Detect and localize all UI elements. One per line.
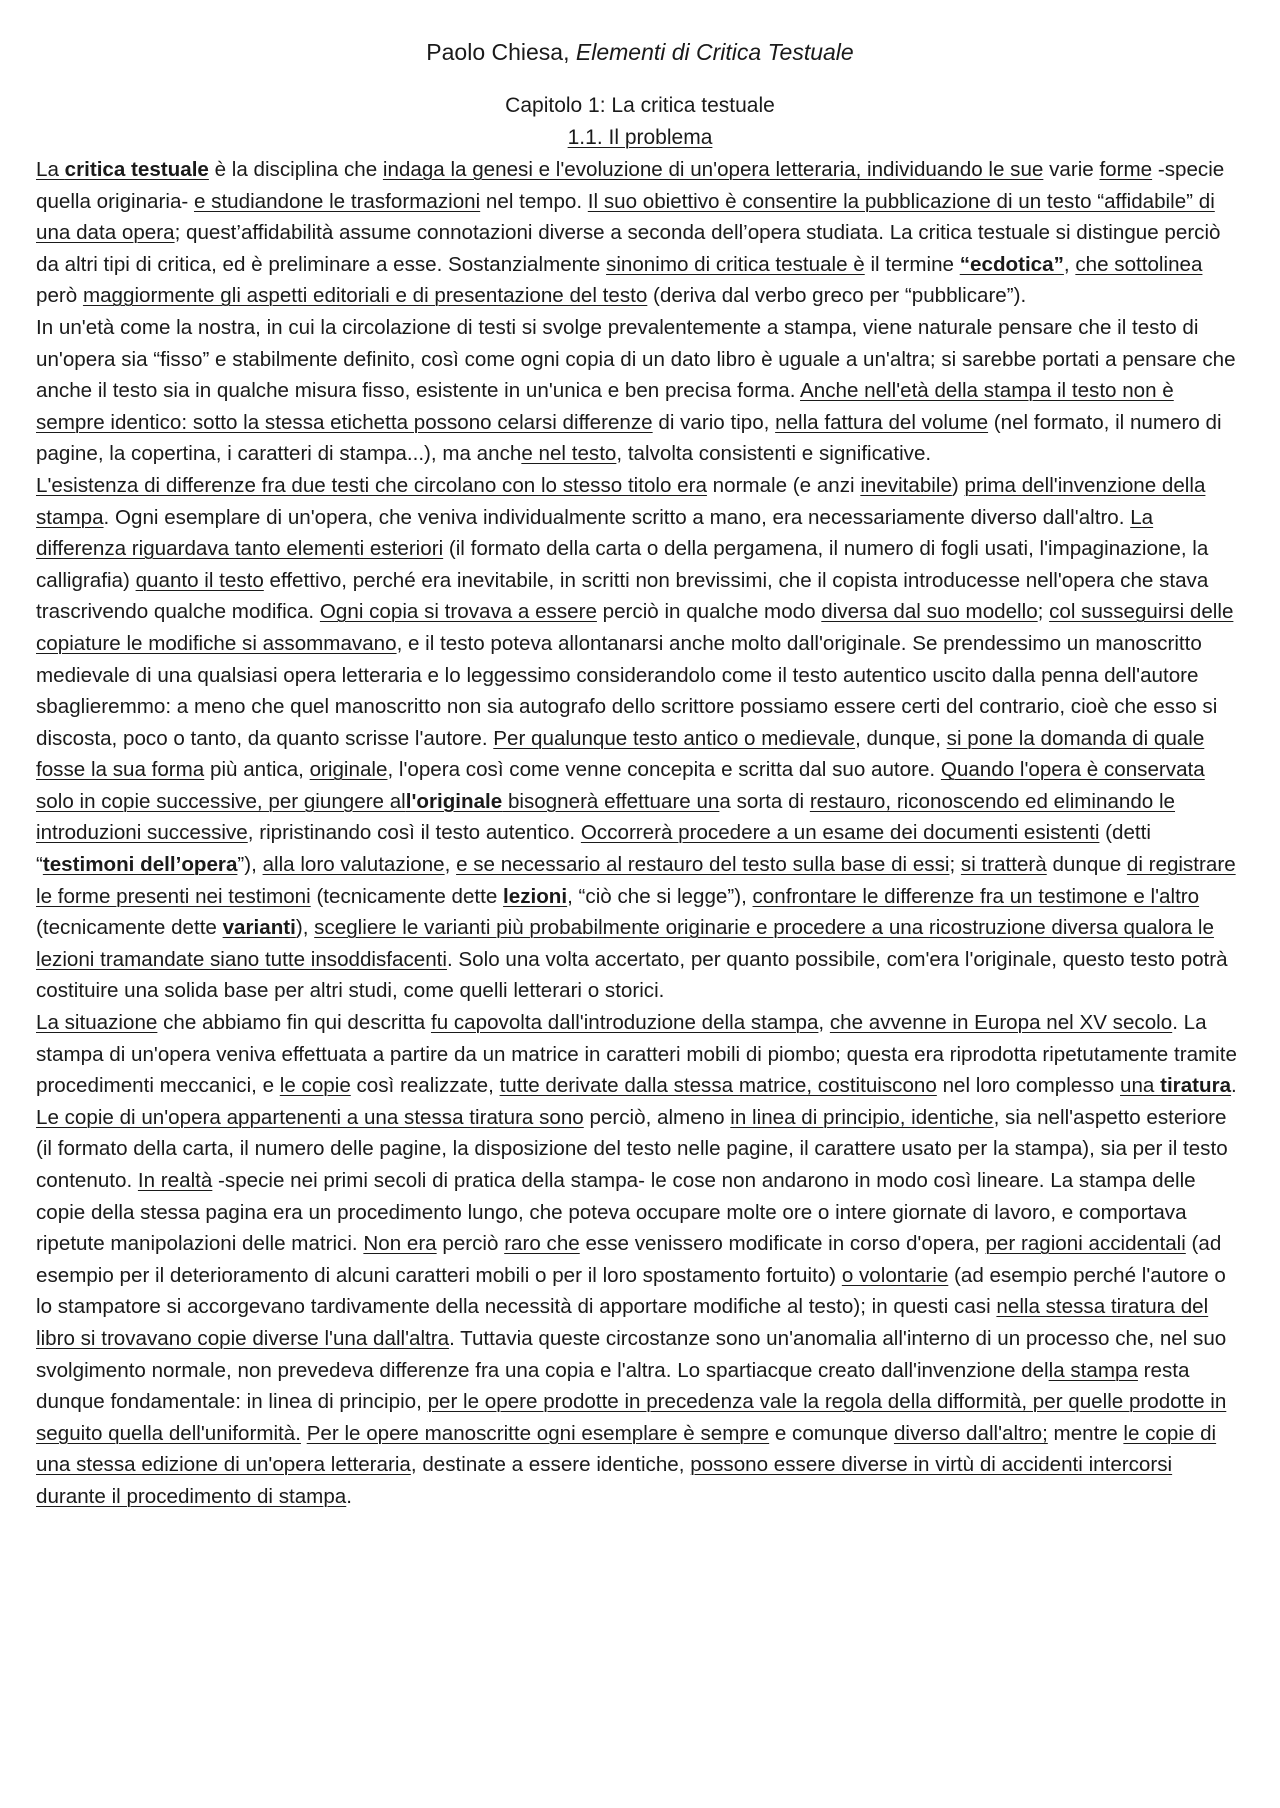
underlined-text: o volontarie [841, 1263, 949, 1287]
paragraph [36, 312, 1244, 470]
text-run: a sorta di [719, 789, 810, 813]
text-run: perciò [436, 1232, 505, 1256]
underlined-text: “ecdotica” [959, 252, 1064, 276]
text-run: . La stampa di un'opera veniva effettuata a partire da un matrice in caratteri mobili di piombo; questa era riprodotta ripetutamente tramite procedimenti meccanici, e [36, 1011, 1237, 1098]
text-run: , “ciò che si legge”), [567, 884, 753, 908]
text-run: effettivo, perché era inevitabile, in scritti non brevissimi, che il copista introducesse nell'opera che stava trascrivendo qualche modifica. [36, 568, 1209, 624]
underlined-text: sinonimo di critica testuale è [606, 252, 865, 276]
text-run: , e il testo poteva allontanarsi anche molto dall'originale. Se prendessimo un manoscritto medievale di una qualsiasi opera letteraria e lo leggessimo considerandolo come il testo autentico uscito dalla penna dell'autore sbaglieremmo: a meno che quel manoscritto non sia autografo dello scrittore possiamo essere certi del contrario, cioè che esso si discosta, poco o tanto, da quanto scrisse l'autore. [36, 631, 1218, 750]
underlined-text: e se necessario al restauro del testo sulla base di essi [456, 853, 950, 877]
underlined-text: Per le opere manoscritte ogni esemplare è sempre [306, 1421, 770, 1445]
text-run: ; [1037, 600, 1050, 624]
section-heading: 1.1. Il problema [567, 126, 713, 149]
text-run: ; quest’affidabilità assume connotazioni diverse a seconda dell’opera studiata. La critica testuale si distingue perciò da altri tipi di critica, ed è preliminare a esse. Sostanzialmente [36, 221, 1221, 276]
text-run: così realizzate, [350, 1074, 500, 1098]
text-run: perciò in qualche modo [596, 600, 822, 624]
text-run: . Tuttavia queste circostanze sono un'anomalia all'interno di un processo che, nel suo svolgimento normale, non prevedeva differenze fra una copia e l'altra. Lo spartiacque creato dall'invenzione del [36, 1326, 1227, 1382]
underlined-text: maggiormente gli aspetti editoriali e di presentazione del testo [82, 284, 648, 308]
underlined-text: quanto il testo [135, 568, 264, 592]
text-run: , ripristinando così il testo autentico. [247, 821, 581, 845]
underlined-text: e nel testo [521, 442, 617, 466]
document-title [36, 36, 1244, 68]
text-run: più antica, [204, 758, 310, 782]
text-run: perciò, almeno [583, 1105, 731, 1129]
text-run: (ad esempio perché l'autore o lo stampatore si accorgevano tardivamente della necessità di apportare modifiche al testo); in questi casi [36, 1263, 1226, 1319]
text-run: ) [951, 473, 965, 497]
text-run: . Ogni esemplare di un'opera, che veniva individualmente scritto a mano, era necessariamente diverso dall'altro. [103, 505, 1131, 529]
underlined-text: la stampa [1048, 1358, 1138, 1382]
text-run: però [36, 284, 83, 308]
text-run: , talvolta consistenti e significative. [616, 442, 932, 466]
underlined-text: diverso dall'altro; [893, 1421, 1048, 1445]
body-text [36, 154, 1244, 1513]
text-run: , dunque, [855, 726, 947, 750]
text-run: (nel formato, il numero di pagine, la copertina, i caratteri di stampa...), ma anch [36, 410, 1222, 466]
text-run: varie [1043, 158, 1100, 181]
underlined-text: confrontare le differenze fra un testimone e l'altro [752, 884, 1200, 908]
underlined-text: Quando l'opera è conservata solo in copie successive, per giungere al [36, 758, 1205, 813]
underlined-text: alla loro valutazione [262, 853, 445, 877]
underlined-text: Per qualunque testo antico o medievale [493, 726, 856, 750]
underlined-text: diversa dal suo modello [821, 600, 1038, 624]
underlined-text: Occorrerà procedere a un esame dei documenti esistenti [580, 821, 1100, 845]
text-run: , [444, 853, 457, 877]
text-run: di vario tipo, [652, 410, 776, 434]
underlined-text: Anche nell'età della stampa il testo non è sempre identico: sotto la stessa etichetta possono celarsi differenze [36, 379, 1174, 434]
underlined-text: per ragioni accidentali [985, 1232, 1186, 1256]
underlined-text: indaga la genesi e l'evoluzione di un'opera letteraria, individuando le sue [382, 158, 1044, 181]
underlined-text: nella stessa tiratura del libro si trovavano copie diverse l'una dall'altra [36, 1295, 1209, 1350]
text-run: In un'età come la nostra, in cui la circolazione di testi si svolge prevalentemente a stampa, viene naturale pensare che il testo di un'opera sia “fisso” e stabilmente definito, così come ogni copia di un dato libro è uguale a un'altra; si sarebbe portati a pensare che anche il testo sia in qualche misura fisso, esistente in un'unica e ben precisa forma. [36, 315, 1236, 403]
text-run: ”), [237, 853, 263, 877]
underlined-text: raro che [504, 1232, 580, 1256]
underlined-text: tutte derivate dalla stessa matrice, costituiscono [499, 1074, 937, 1098]
underlined-text: possono essere diverse in virtù di accidenti intercorsi durante il procedimento di stampa [36, 1453, 1173, 1508]
underlined-text: le copie [279, 1074, 351, 1098]
underlined-text: bisognerà effettuare un [502, 789, 720, 813]
underlined-text: scegliere le varianti più probabilmente originarie e procedere a una ricostruzione diversa qualora le lezioni tramandate siano tutte insoddisfacenti [36, 916, 1214, 971]
underlined-text: per le opere prodotte in precedenza vale la regola della difformità, per quelle prodotte in seguito quella dell'uniformità. [36, 1390, 1227, 1445]
underlined-text: L'esistenza di differenze fra due testi che circolano con lo stesso titolo era [36, 473, 707, 497]
underlined-text: In realtà [137, 1169, 213, 1192]
underlined-text: e studiandone le trasformazioni [193, 189, 481, 213]
underlined-text: che avvenne in Europa nel XV secolo [829, 1011, 1173, 1035]
paragraph [36, 1007, 1244, 1513]
chapter-heading: Capitolo 1: La critica testuale [505, 94, 775, 117]
text-run: dunque [1046, 853, 1127, 877]
underlined-text: che sottolinea [1075, 252, 1203, 276]
underlined-text: nella fattura del volume [775, 410, 989, 434]
underlined-text: restauro, riconoscendo ed eliminando le introduzioni successive [36, 789, 1176, 845]
text-run: e comunque [769, 1421, 894, 1445]
underlined-text: La differenza riguardava tanto elementi esteriori [36, 505, 1154, 561]
text-run: -specie nei primi secoli di pratica della stampa- le cose non andarono in modo così lineare. La stampa delle copie della stessa pagina era un procedimento lungo, che poteva occupare molte ore o intere giornate di lavoro, e comportava ripetute manipolazioni delle matrici. [36, 1169, 1196, 1256]
underlined-text: Non era [363, 1232, 437, 1256]
underlined-text: tiratura [1160, 1074, 1232, 1098]
text-run: resta dunque fondamentale: in linea di principio, [36, 1358, 1190, 1414]
underlined-text: prima dell'invenzione della stampa [36, 473, 1206, 529]
underlined-text: Le copie di un'opera appartenenti a una stessa tiratura sono [36, 1105, 584, 1129]
text-run: nel tempo. [480, 189, 588, 213]
underlined-text: Il suo obiettivo è consentire la pubblicazione di un testo “affidabile” di una data opera [36, 189, 1215, 245]
book-title: Elementi di Critica Testuale [575, 39, 854, 65]
underlined-text: le copie di una stessa edizione di un'opera letteraria [36, 1421, 1217, 1477]
underlined-text: fu capovolta dall'introduzione della stampa [430, 1011, 819, 1035]
text-run: ), [295, 916, 315, 940]
text-run: il termine [864, 252, 960, 276]
text-run: normale (e anzi [706, 473, 861, 497]
text-run: (detti “ [36, 821, 1151, 877]
underlined-text: testimoni dell’opera [42, 853, 238, 877]
text-run: , sia nell'aspetto esteriore (il formato della carta, il numero delle pagine, la disposizione del testo nelle pagine, il carattere usato per la stampa), sia per il testo contenuto. [36, 1105, 1228, 1192]
underlined-text: originale [309, 758, 388, 782]
underlined-text: si pone la domanda di quale fosse la sua forma [36, 726, 1205, 782]
text-run: (deriva dal verbo greco per “pubblicare”). [647, 284, 1027, 308]
author-name: Paolo Chiesa, [426, 39, 570, 65]
text-run: , [818, 1011, 830, 1035]
text-run: . [346, 1484, 352, 1508]
text-run: mentre [1047, 1421, 1124, 1445]
text-run: . [1231, 1074, 1237, 1098]
text-run: , destinate a essere identiche, [410, 1453, 691, 1477]
text-run: è la disciplina che [208, 158, 383, 181]
underlined-text: varianti [222, 916, 296, 940]
text-run: (tecnicamente dette [310, 884, 504, 908]
underlined-text: di registrare le forme presenti nei testimoni [36, 853, 1236, 908]
text-run: (tecnicamente dette [36, 916, 223, 940]
paragraph [36, 154, 1244, 312]
text-run: . Solo una volta accertato, per quanto possibile, com'era l'originale, questo testo potrà costituire una solida base per altri studi, come quelli letterari o storici. [36, 947, 1228, 1003]
underlined-text: critica testuale [64, 158, 209, 181]
text-run: , l'opera così come venne concepita e scritta dal suo autore. [387, 758, 941, 782]
underlined-text: forme [1099, 158, 1153, 181]
text-run: ; [949, 853, 961, 877]
underlined-text: Ogni copia si trovava a essere [319, 600, 597, 624]
text-run: esse venissero modificate in corso d'opera, [579, 1232, 986, 1256]
underlined-text: La situazione [36, 1011, 158, 1035]
paragraph [36, 470, 1244, 1007]
text-run: nel loro complesso [936, 1074, 1120, 1098]
underlined-text: lezioni [503, 884, 568, 908]
underlined-text: inevitabile [860, 473, 952, 497]
text-run: , [1063, 252, 1076, 276]
text-run: -specie quella originaria- [36, 158, 1225, 213]
underlined-text: col susseguirsi delle copiature le modifiche si assommavano [36, 600, 1234, 655]
text-run: (ad esempio per il deterioramento di alcuni caratteri mobili o per il loro spostamento fortuito) [36, 1232, 1222, 1287]
underlined-text: l'originale [405, 789, 503, 813]
underlined-text: in linea di principio, identiche [730, 1105, 994, 1129]
underlined-text: una [1120, 1074, 1161, 1098]
text-run: che abbiamo fin qui descritta [157, 1011, 431, 1035]
underlined-text: si tratterà [960, 853, 1047, 877]
underlined-text: La [36, 158, 65, 181]
text-run: (il formato della carta o della pergamena, il numero di fogli usati, l'impaginazione, la calligrafia) [36, 537, 1209, 592]
